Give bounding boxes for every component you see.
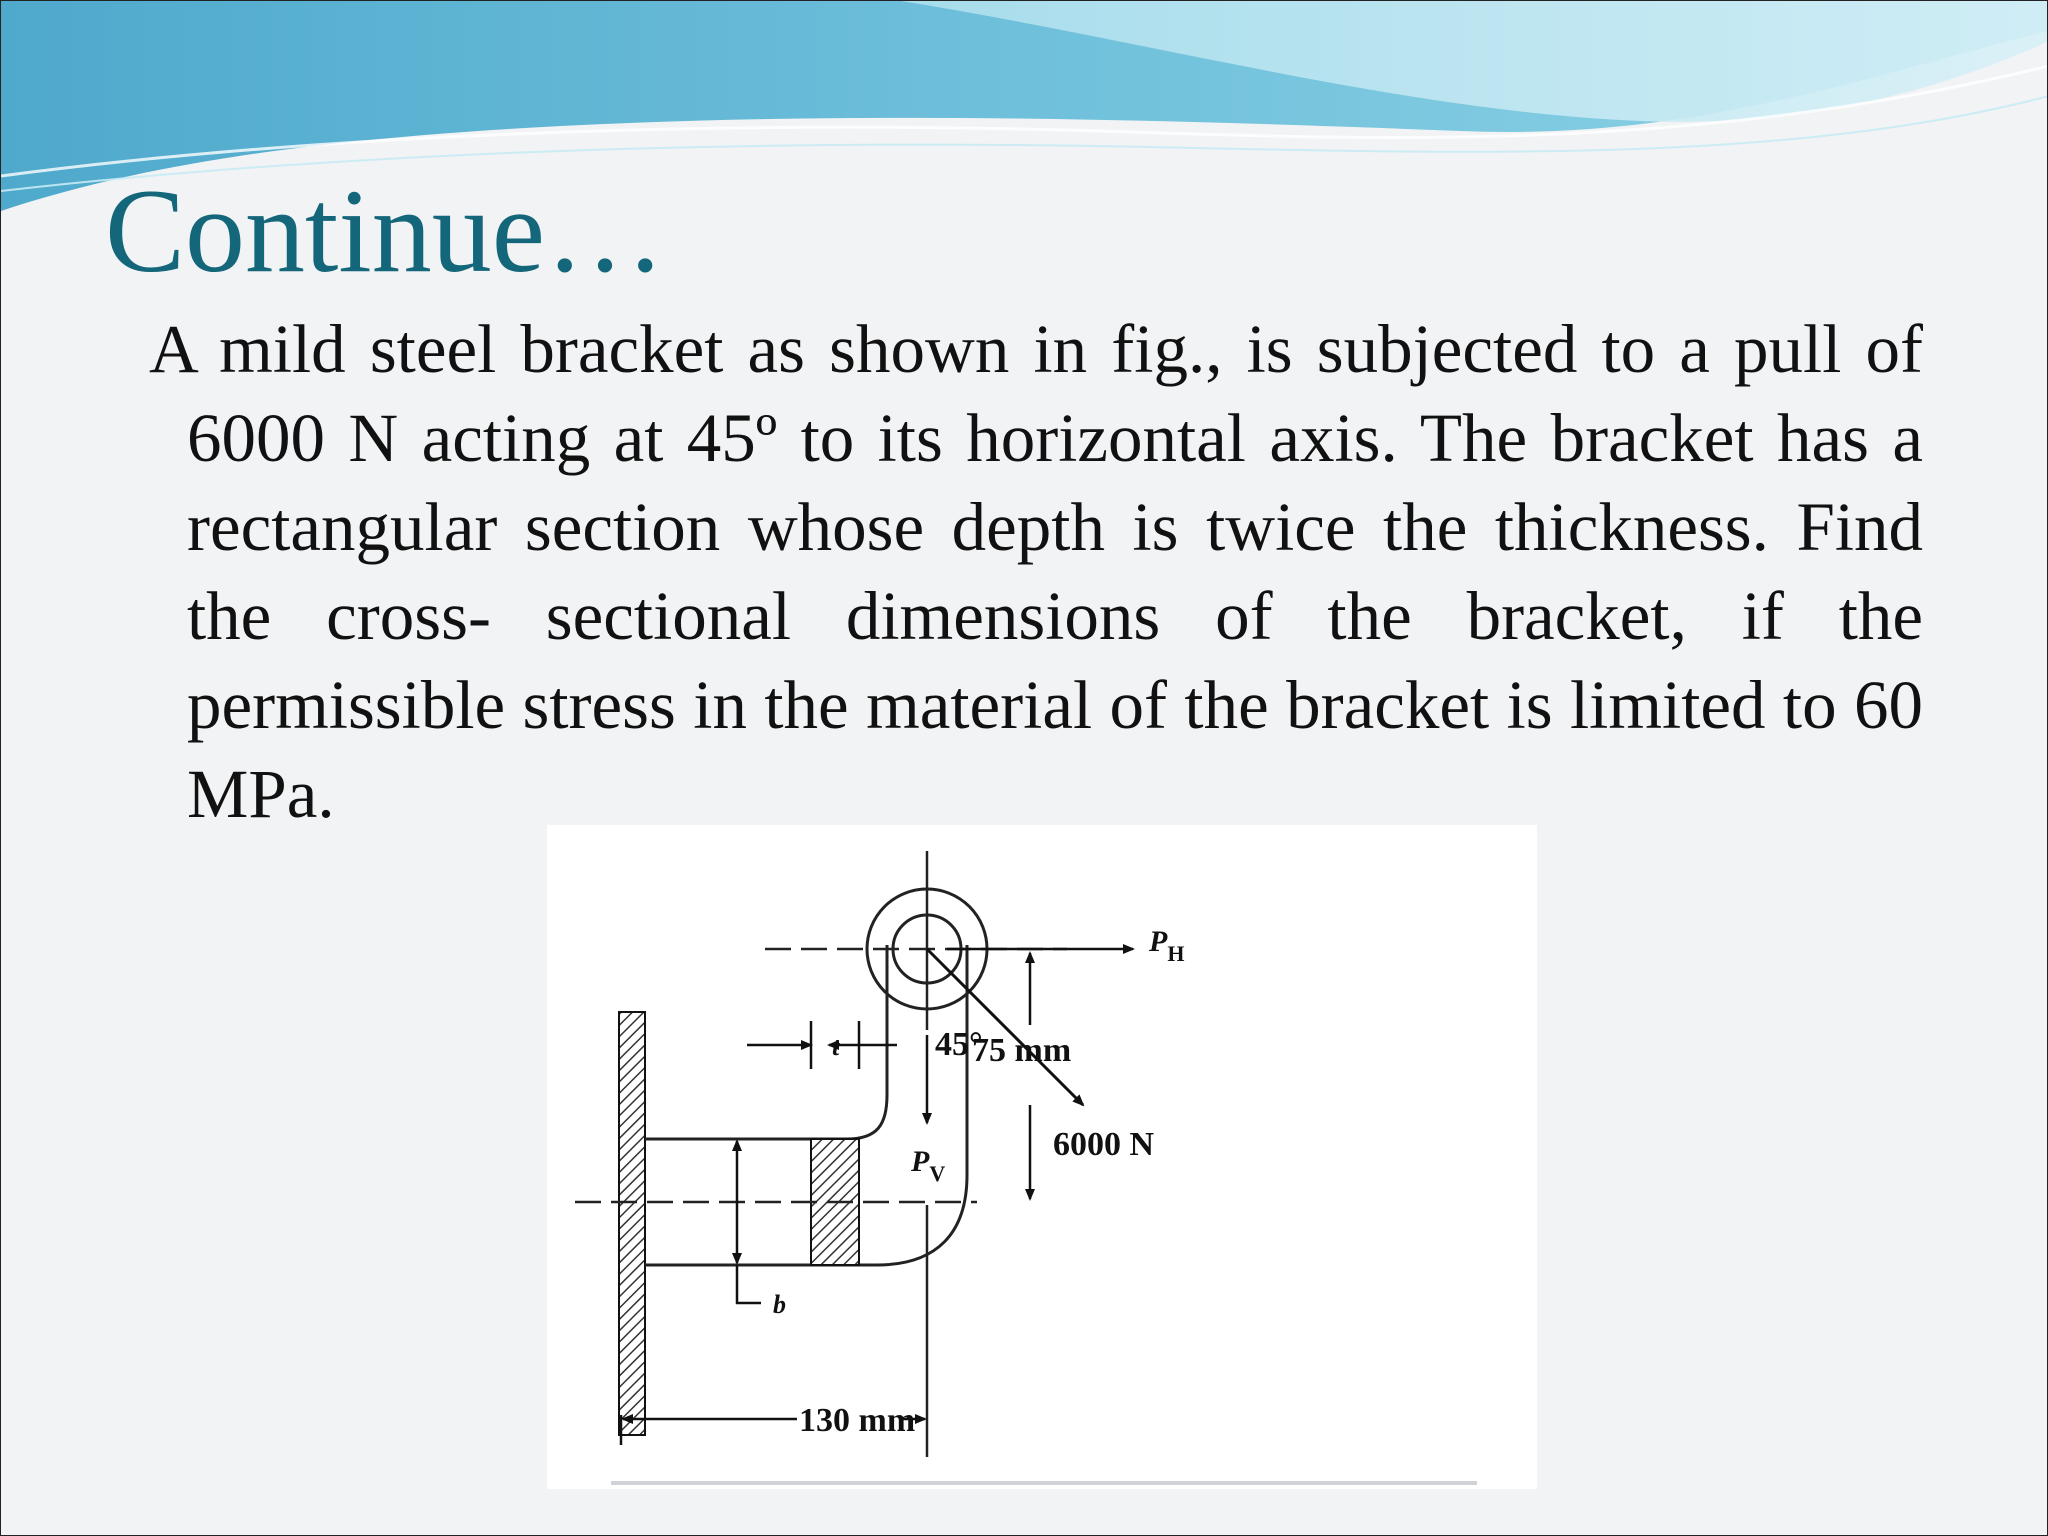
label-6000n: 6000 N (1053, 1126, 1155, 1163)
label-t: t (832, 1032, 840, 1061)
wall-support (619, 1012, 645, 1435)
slide-title: Continue… (105, 164, 665, 297)
label-pv: $P_V$ (911, 1145, 946, 1186)
label-45deg: 45° (935, 1026, 983, 1063)
problem-statement: A mild steel bracket as shown in fig., is subjected to a pull of 6000 N acting at 45º to its horizontal axis. The bracket has a rectangular section whose depth is twice the thickness. Find the cross- sectional dimensions of the bracket, if the permissible stress in the material of the bracket is limited to 60 MPa. (149, 311, 1923, 832)
bracket-outline (645, 945, 967, 1265)
label-b: b (773, 1290, 786, 1319)
label-75mm: 75 mm (972, 1032, 1072, 1069)
label-ph: $P_H$ (1149, 925, 1185, 966)
label-130mm: 130 mm (799, 1402, 916, 1439)
bracket-diagram (547, 825, 1537, 1489)
bracket-figure (547, 825, 1537, 1489)
b-leader (737, 1265, 761, 1303)
